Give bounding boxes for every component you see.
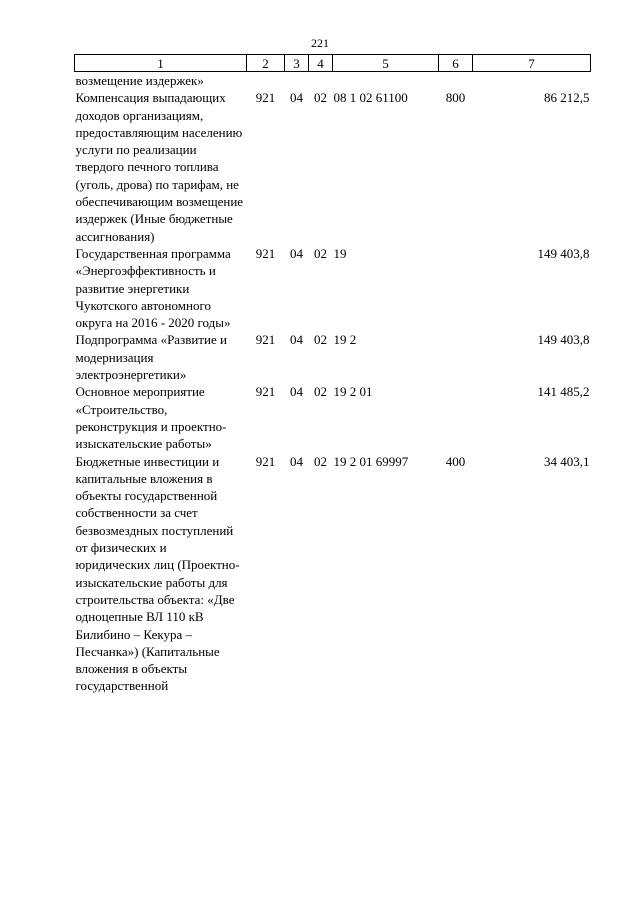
table-row	[75, 453, 591, 695]
row-expense-type	[439, 383, 473, 452]
row-expense-type	[439, 72, 473, 90]
row-expense-type: 800	[445, 90, 466, 106]
table-body	[75, 72, 591, 695]
row-target-article: 08 1 02 61100	[333, 90, 408, 106]
row-subsection	[309, 72, 333, 90]
row-amount: 86 212,5	[544, 90, 590, 106]
row-name: возмещение издержек»	[75, 73, 204, 88]
row-ministry: 921	[255, 384, 276, 400]
row-section: 04	[290, 384, 303, 400]
row-expense-type: 400	[445, 453, 466, 469]
table-header	[75, 55, 591, 72]
header-col-1: 1	[75, 55, 247, 72]
row-ministry: 921	[255, 245, 276, 261]
row-section: 04	[290, 332, 303, 348]
row-expense-type	[439, 245, 473, 331]
table-row	[75, 72, 591, 90]
row-amount: 149 403,8	[537, 332, 590, 348]
row-section	[285, 72, 309, 90]
page-number: 221	[311, 36, 329, 50]
row-amount: 141 485,2	[537, 384, 590, 400]
header-col-6: 6	[439, 55, 473, 72]
header-col-3: 3	[285, 55, 309, 72]
budget-table	[74, 54, 591, 695]
row-target-article: 19 2 01 69997	[333, 453, 409, 469]
row-amount	[473, 72, 591, 90]
row-subsection: 02	[314, 453, 327, 469]
table-row	[75, 245, 591, 331]
row-target-article: 19 2	[333, 332, 357, 348]
row-target-article: 19	[333, 245, 347, 261]
header-col-5: 5	[333, 55, 439, 72]
header-col-7: 7	[473, 55, 591, 72]
row-ministry: 921	[255, 90, 276, 106]
row-subsection: 02	[314, 90, 327, 106]
row-ministry: 921	[255, 332, 276, 348]
row-amount: 34 403,1	[544, 453, 590, 469]
row-ministry	[247, 72, 285, 90]
row-section: 04	[290, 90, 303, 106]
header-col-2: 2	[247, 55, 285, 72]
table-row	[75, 383, 591, 452]
row-name: Основное мероприятие «Строительство, реконструкция и проектно-изыскательские работы»	[75, 384, 227, 452]
row-ministry: 921	[255, 453, 276, 469]
row-section: 04	[290, 245, 303, 261]
row-subsection: 02	[314, 384, 327, 400]
row-name: Компенсация выпадающих доходов организациям, предоставляющим населению услуги по реализации твердого печного топлива (уголь, дрова) по тарифам, не обеспечивающим возмещение издержек (Иные бюджетные ассигнования)	[75, 90, 244, 244]
row-subsection: 02	[314, 245, 327, 261]
row-subsection: 02	[314, 332, 327, 348]
row-target-article	[333, 72, 439, 90]
table-row	[75, 331, 591, 383]
row-section: 04	[290, 453, 303, 469]
row-name: Государственная программа «Энергоэффективность и развитие энергетики Чукотского автономного округа на 2016 - 2020 годы»	[75, 245, 231, 331]
row-name: Бюджетные инвестиции и капитальные вложения в объекты государственной собственности за счет безвозмездных поступлений от физических и юридических лиц (Проектно-изыскательские работы для строительства объекта: «Две одноцепные ВЛ 110 кВ Билибино – Кекура – Песчанка») (Капитальные вложения в объекты государственной	[75, 453, 240, 694]
row-amount: 149 403,8	[537, 245, 590, 261]
table-row	[75, 89, 591, 245]
header-col-4: 4	[309, 55, 333, 72]
row-name: Подпрограмма «Развитие и модернизация электроэнергетики»	[75, 332, 227, 383]
row-expense-type	[439, 331, 473, 383]
row-target-article: 19 2 01	[333, 384, 373, 400]
